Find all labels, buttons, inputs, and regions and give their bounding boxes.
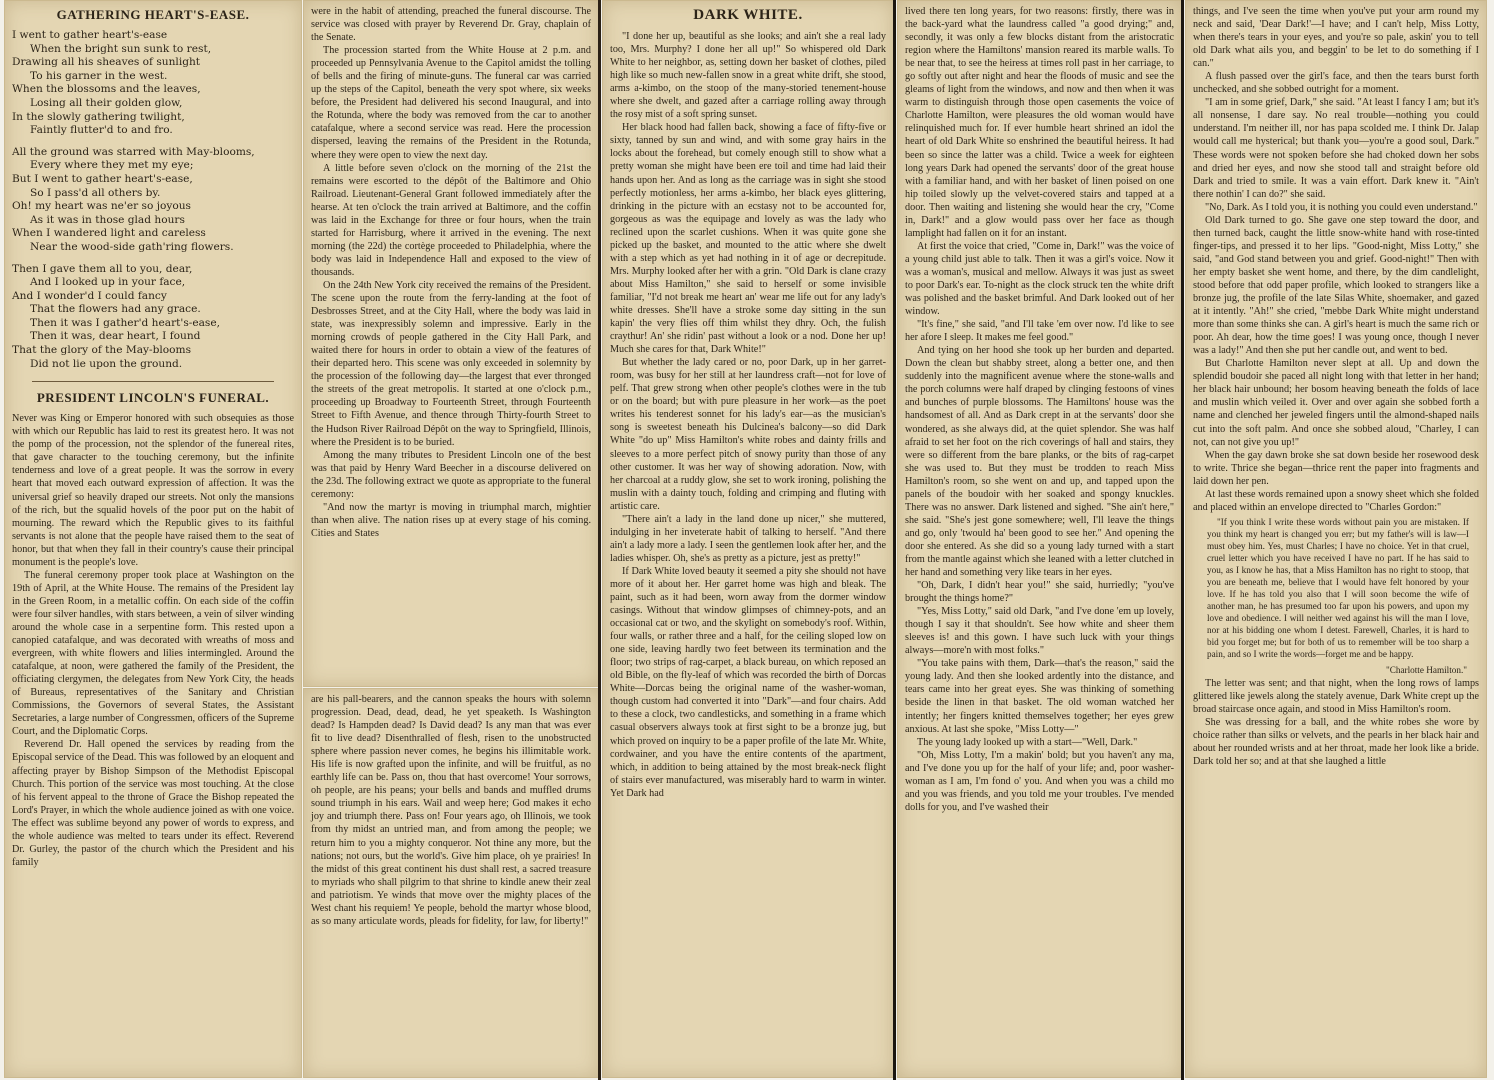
poem-line: Then it was I gather'd heart's-ease, (30, 316, 220, 329)
poem-stanza (12, 146, 294, 255)
column-gap (893, 0, 896, 1080)
poem-title: GATHERING HEART'S-EASE. (56, 7, 250, 22)
paragraph: On the 24th New York city received the remains of the President. The scene upon the route from the ferry-landing at the foot of Desbrosses Street, and at the City Hall, where the body was laid in state, was inexpressibly solemn and impressive. Early in the morning crowds of people gathered in the City Hall Park, and waited there for hours in order to obtain a view of the features of their departed hero. This scene was only exceeded in solemnity by the procession of the following day—the largest that ever thronged the streets of the great metropolis. It started at one o'clock p.m., proceeding up Broadway to Fourteenth Street, through Fourteenth Street to Fifth Avenue, and thence through Thirty-fourth Street to the Hudson River Railroad Dépôt on the way to Springfield, Illinois, where the President is to be buried. (311, 279, 591, 448)
story-title: DARK WHITE. (693, 7, 803, 23)
paragraph: The procession started from the White House at 2 p.m. and proceeded up Pennsylvania Avenue to the Capitol amidst the tolling of bells and the firing of minute-guns. The funeral car was carried up the steps of the Capitol, beneath the very spot where, six weeks before, the President had delivered his second Inaugural, and into the Rotunda, where the body was removed from the car to another catafalque, where a second service was read. Here the procession dispersed, leaving the remains of the President in the Rotunda, where they were open to view the next day. (311, 45, 591, 161)
paragraph: The funeral ceremony proper took place at Washington on the 19th of April, at the White House. The remains of the President lay in the Green Room, in a metallic coffin. On each side of the coffin were four silver handles, with stars between, a vein of silver winding around the whole case in a serpentine form. This rested upon a canopied catafalque, and was decorated with wreaths of moss and evergreen, with white flowers and lilies intermingled. Around the catafalque, at noon, were gathered the family of the President, the officiating clergymen, the delegates from New York City, the heads of Bureaus, representatives of the Sanitary and Christian Commissions, the Governors of several States, the Assistant Secretaries, a large number of Congressmen, officers of the Supreme Court, and the Diplomatic Corps. (12, 569, 294, 738)
article-title-funeral: PRESIDENT LINCOLN'S FUNERAL. (36, 390, 270, 406)
paragraph: Old Dark turned to go. She gave one step toward the door, and then turned back, caught the little snow-white hand with rose-tinted finger-tips, and pressed it to her lips. "Good-night, Miss Lotty," she said, "and God stand between you and grief. Good-night!" Then with her empty basket she went home, and there, by the dim candlelight, stood before that odd paper profile, which looked to strangers like a bronze jug, the profile of the late Silas White, shoemaker, and gazed at it intently. "Ah!" she cried, "mebbe Dark White might understand more than some thinks she can. A girl's heart is much the same rich or poor. Ah dear, how the time goes! I was young once, though I never was a lady!" And then she put her candle out, and went to bed. (1193, 214, 1479, 357)
column-4-clipping (897, 0, 1182, 1078)
paragraph: And tying on her hood she took up her burden and departed. Down the clean but shabby street, along a better one, and then suddenly into the magnificent avenue where the stone-walls and the porch columns were half draped by clinging festoons of vines and bunches of purple blossoms. The Hamiltons' house was the handsomest of all. And as Dark crept in at the servants' door she wondered, as she always did, at the quiet splendor. She was half afraid to set her foot on the rich coverings of hall and stairs, they were so different from the bare planks, or the bits of rag-carpet she was used to. But they must be trodden to reach Miss Hamilton's room, so she went on and up, and tapped upon the panels of the boudoir with her soaked and spongy knuckles. There was no answer. Dark listened and sighed. "She ain't here," she said. "She's jest gone somewhere; well, I'll leave the things and go, only 'twould ha' been good to see her." And opening the door she entered. As she did so a young lady turned with a start from the mantle against which she leaned with a letter clutched in her hand and something very like tears in her eyes. (905, 345, 1174, 579)
column-gap (598, 0, 601, 1080)
paragraph: "Oh, Dark, I didn't hear you!" she said, hurriedly; "you've brought the things home?" (905, 580, 1174, 605)
poem-line: But I went to gather heart's-ease, (12, 172, 193, 185)
poem-line: As it was in those glad hours (30, 213, 185, 226)
poem-line: Then I gave them all to you, dear, (12, 262, 193, 275)
poem-line: Losing all their golden glow, (30, 96, 183, 109)
letter-signature: "Charlotte Hamilton." (1386, 664, 1467, 675)
poem-line: Did not lie upon the ground. (30, 357, 183, 370)
paragraph: Among the many tributes to President Lincoln one of the best was that paid by Henry Ward Beecher in a discourse delivered on the 23d. The following extract we quote as appropriate to the funeral ceremony: (311, 449, 591, 500)
paragraph: are his pall-bearers, and the cannon speaks the hours with solemn progression. Dead, dead, dead, he yet speaketh. Is Washington dead? Is Hampden dead? Is David dead? Is any man that was ever fit to live dead? Disenthralled of flesh, risen to the unobstructed sphere where passion never comes, he begins his illimitable work. His life is now grafted upon the infinite, and will be fruitful, as no earthly life can be. Pass on, thou that hast overcome! Your sorrows, oh people, are his peans; your bells and bands and muffled drums sound triumph in his ears. Wail and weep here; God makes it echo joy and triumph there. Pass on! Four years ago, oh Illinois, we took from thy midst an untried man, and from among the people; we return him to you a mighty conqueror. Not thine any more, but the nations; not ours, but the world's. Give him place, oh ye prairies! In the midst of this great continent his dust shall rest, a sacred treasure to myriads who shall pilgrim to that shrine to kindle anew their zeal and patriotism. Ye winds that move over the mighty places of the West chant his requiem! Ye people, behold the martyr whose blood, as so many articulate words, pleads for fidelity, for law, for liberty!" (311, 694, 591, 927)
paragraph: When the gay dawn broke she sat down beside her rosewood desk to write. Thrice she began—thrice rent the paper into fragments and laid down her pen. (1193, 449, 1479, 487)
letter-paragraph: "If you think I write these words without pain you are mistaken. If you think my heart is changed you err; but my father's will is law—I must obey him. Yes, must Charles; I have no choice. Yet in that cruel, cruel letter which you have received I have no part. If he has said to you, as I know he has, that a Miss Hamilton has no right to stoop, that you are beneath me, believe that I would have felt honored by your love. If he has told you also that I will soon become the wife of another man, he has presumed too far upon his powers, and upon my love and obedience. I will neither wed against his will the man I love, nor at his bidding one whom I detest. Farewell, Charles, it is hard to bid you forget me; but for both of us to remember will be too sharp a pain, and so I write the words—forget me and be happy. (1207, 516, 1469, 659)
paragraph: At first the voice that cried, "Come in, Dark!" was the voice of a young child just able to talk. Then it was a girl's voice. Now it was a woman's, musical and mellow. Always it was just as sweet to poor Dark's ear. To-night as the clock struck ten the white drift was polished and the basket brimful. And Dark looked out of her window. (905, 240, 1174, 318)
paragraph: A flush passed over the girl's face, and then the tears burst forth unchecked, and she sobbed outright for a moment. (1193, 71, 1479, 96)
funeral-article-body (12, 412, 294, 869)
paragraph: "I am in some grief, Dark," she said. "At least I fancy I am; but it's all nonsense, I dare say. No real trouble—nothing you could understand. I'm neither ill, nor has papa scolded me. I think Dr. Jalap would call me hysterical; but thank you—you're a good soul, Dark." These words were not spoken before she had choked down her sobs and dried her eyes, and now she stood tall and straight before old Dark and tried to smile. It was a vain effort. Dark knew it. "Ain't there nothin' I can do?" she said. (1193, 97, 1479, 200)
paragraph: "And now the martyr is moving in triumphal march, mightier than when alive. The nation rises up at every stage of his coming. Cities and States (311, 501, 591, 539)
paragraph: If Dark White loved beauty it seemed a pity she should not have more of it about her. Her garret home was high and bleak. The paint, such as it had been, worn away from the dormer window casings. Without that window glimpses of chimney-pots, and an occasional cat or two, and the skylight on somebody's roof. Within, four walls, or rather three and a half, for the ceiling sloped low on one side, leaving hardly two feet between its termination and the floor; two strips of rag-carpet, a black bureau, on which reposed an old Bible, on the fly-leaf of which was recorded the birth of Dorcas White—Dorcas being the original name of the washer-woman, though custom had converted it into "Dark"—and four chairs. Add to these a clock, two candlesticks, and something in a frame which casual observers always took at first sight to be a bronze jug, but which proved on inquiry to be a paper profile of the late Mr. White, cordwainer, and you have the entire contents of the apartment, which, in addition to being attained by the most break-neck flight of stairs ever manufactured, was miserably hard to warm in winter. Yet Dark had (610, 565, 886, 799)
column-1-clipping (4, 0, 302, 1078)
beecher-quote-body (304, 689, 598, 932)
paragraph: Her black hood had fallen back, showing a face of fifty-five or sixty, tanned by sun and wind, and with some gray hairs in the locks about the forehead, but comely enough still to show what a pretty woman she might have been ere toil and time had laid their hands upon her. And as long as the carriage was in sight she stood perfectly motionless, her arms a-kimbo, her black eyes glittering, drinking in the picture with an ecstasy not to be accounted for, gorgeous as was the equipage and lovely as was the lady who reclined upon the scarlet cushions. When it was quite gone she picked up the basket, and mounted to the attic where she dwelt with a step which as yet had nothing in it of age or decrepitude. Mrs. Murphy looked after her with a grin. "Old Dark is clane crazy about Miss Hamilton," she said to herself or some invisible familiar, "I'd not break me heart an' wear me life out for any lady's white dresses. She'll have a stroke some day sitting in the sun kapin' the very flies off thim whilst they dhry. Och, the fulish craythur! An' she ridin' past without a look or a nod. Done her up! Much she cares for that, Dark White!" (610, 122, 886, 356)
poem-stanza (12, 29, 294, 138)
paragraph: At last these words remained upon a snowy sheet which she folded and placed within an envelope directed to "Charles Gordon:" (1193, 488, 1479, 513)
poem-stanza (12, 263, 294, 372)
paragraph: "You take pains with them, Dark—that's the reason," said the young lady. And then she looked ardently into the distance, and tears came into her great eyes. She was thinking of something beside the linen in that basket. The old woman watched her intently; her fingers knitted themselves together; her eyes grew anxious. At last she spoke, "Miss Lotty—" (905, 658, 1174, 735)
column-2-top-clipping (303, 0, 599, 687)
paragraph: "There ain't a lady in the land done up nicer," she muttered, indulging in her inveterate habit of talking to herself. "And there ain't a lady more a lady. I seen the gentlemen look after her, and the ladies whisper. Oh, she's as pretty as a picture, jest as pretty!" (610, 513, 886, 564)
paragraph: She was dressing for a ball, and the white robes she wore by choice rather than silks or velvets, and the pearls in her black hair and about her rounded wrists and at her throat, made her look like a bride. Dark told her so; and at that she laughed a little (1193, 717, 1479, 768)
poem-line: In the slowly gathering twilight, (12, 110, 185, 123)
poem-line: I went to gather heart's-ease (12, 29, 168, 41)
paragraph: Never was King or Emperor honored with such obsequies as those with which our Republic has laid to rest its greatest hero. It was not the pomp of the procession, not the splendor of the funereal rites, that gave character to the touching ceremony, but the infinite tenderness and love of a great people. It was the sorrow in every heart that moved each outward expression of affection. It was the universal grief so heavily draped our streets. Not only the mansions of the rich, but the squalid hovels of the poor put on the habit of mourning. The reward which the Republic gives to its faithful servants is not alone that the people have raised them to the seat of honor, but that when they fall in their country's cause their principal monument is the people's love. (12, 413, 294, 568)
paragraph: The letter was sent; and that night, when the long rows of lamps glittered like jewels along the stately avenue, Dark White crept up the broad staircase once again, and stood in Miss Hamilton's room. (1193, 677, 1479, 715)
story-body-part-3 (1186, 1, 1486, 772)
poem-line: Drawing all his sheaves of sunlight (12, 56, 201, 69)
letter-text (1207, 516, 1469, 660)
poem-line: That the flowers had any grace. (30, 303, 201, 316)
paragraph: But whether the lady cared or no, poor Dark, up in her garret-room, was busy for her still at her laundress craft—not for love of pelf. That grew strong when other people's clothes were in the tub or on the board; but with pure pleasure in her work—as the poet writes his tenderest sonnet for his lady's ear—as the musician's song is sweetest beneath his Dulcinea's balcony—so did Dark White "do up" Miss Hamilton's white robes and dainty frills and sleeves to a more perfect pitch of snowy purity than those of any other customer. It was her way of showing adoration. Now, with her charcoal at a ruddy glow, she set to work ironing, polishing the muslin with a dainty touch, folding and crimping and fluting with artistic care. (610, 357, 886, 512)
paragraph: Reverend Dr. Hall opened the services by reading from the Episcopal service of the Dead. This was followed by an eloquent and affecting prayer by Bishop Simpson of the Methodist Episcopal Church. This portion of the service was most touching. At the close of his fervent appeal to the throne of Grace the Bishop repeated the Lord's Prayer, in which the whole audience joined as with one voice. The effect was sublime beyond any power of words to express, and the whole audience was melted to tears under its effect. Reverend Dr. Gurley, the pastor of the church which the President and his family (12, 739, 294, 868)
column-3-clipping (602, 0, 894, 1078)
column-gap (1181, 0, 1184, 1080)
poem-line: When I wandered light and careless (12, 227, 206, 240)
poem-line: Every where they met my eye; (30, 159, 194, 172)
paragraph: "Yes, Miss Lotty," said old Dark, "and I've done 'em up lovely, though I say it that shouldn't. See how white and sheer them sleeves is! and this gown. I have such luck with your things always—more'n with most folks." (905, 606, 1174, 657)
paragraph: A little before seven o'clock on the morning of the 21st the remains were escorted to the dépôt of the Baltimore and Ohio Railroad. Lieutenant-General Grant followed immediately after the hearse. At ten o'clock the train arrived at Baltimore, and the coffin was laid in the Exchange for three or four hours, when the train started for Harrisburg, where it arrived in the evening. The next morning (the 22d) the cortège proceeded to Philadelphia, where the body was laid in Independence Hall and exposed to the view of thousands. (311, 162, 591, 278)
poem-line: So I pass'd all others by. (30, 186, 161, 199)
divider (32, 381, 274, 382)
paragraph: "It's fine," she said, "and I'll take 'em over now. I'd like to see her afore I sleep. It makes me feel good." (905, 319, 1174, 344)
paragraph: "Oh, Miss Lotty, I'm a makin' bold; but you haven't any ma, and I've done you up for the half of your life; and, poor washer-woman as I am, I'm fond o' you. And when you was a child mo and you was friends, and you told me your troubles. I've mended dolls for you, and I've washed their (905, 749, 1174, 813)
poem-line: All the ground was starred with May-blooms, (12, 145, 255, 158)
poem-line: And I looked up in your face, (30, 276, 186, 289)
poem-line: Faintly flutter'd to and fro. (30, 124, 173, 137)
story-body-part-2 (898, 1, 1181, 818)
poem-line: Near the wood-side gath'ring flowers. (30, 240, 234, 253)
funeral-continued-body (304, 1, 598, 544)
paragraph: were in the habit of attending, preached the funeral discourse. The service was closed with prayer by Reverend Dr. Gray, chaplain of the Senate. (311, 6, 591, 44)
column-5-clipping (1185, 0, 1487, 1078)
poem-line: When the bright sun sunk to rest, (30, 42, 212, 55)
paragraph: But Charlotte Hamilton never slept at all. Up and down the splendid boudoir she paced all night long with that letter in her hand; her black hair unbound; her bosom heaving beneath the folds of lace and muslin which veiled it. Over and over again she sobbed forth a name and clenched her jeweled fingers until the almond-shaped nails cut into the soft palm. And once she sobbed aloud, "Charley, I can not, can not give you up!" (1193, 358, 1479, 448)
poem-line: Oh! my heart was ne'er so joyous (12, 200, 191, 213)
paragraph: "I done her up, beautiful as she looks; and ain't she a real lady too, Mrs. Murphy? I done her all up!" So whispered old Dark White to her neighbor, as, setting down her basket of clothes, piled high like so much new-fallen snow in a great white drift, she stood, arms a-kimbo, on the stoop of the many-storied tenement-house where she dwelt, and gazed after a carriage rolling away through the rosy mist of a soft spring sunset. (610, 31, 886, 121)
poem-line: Then it was, dear heart, I found (30, 330, 201, 343)
poem-line: That the glory of the May-blooms (12, 344, 192, 357)
story-body-part-1 (610, 30, 886, 800)
paragraph: things, and I've seen the time when you've put your arm round my neck and said, 'Dear Dark!'—I have; and I can't help, Miss Lotty, when there's tears in your eyes, and you're so pale, askin' you to tell old Dark what ails you, and beggin' to be let to do something if I can." (1193, 6, 1479, 70)
paragraph: The young lady looked up with a start—"Well, Dark." (917, 736, 1138, 748)
poem-body (12, 29, 294, 371)
paragraph: "No, Dark. As I told you, it is nothing you could even understand." (1205, 201, 1478, 213)
poem-line: To his garner in the west. (30, 69, 168, 82)
poem-line: When the blossoms and the leaves, (12, 83, 201, 96)
poem-line: And I wonder'd I could fancy (12, 289, 167, 302)
paragraph: lived there ten long years, for two reasons: firstly, there was in the back-yard what the laundress called "a good drying;" and, secondly, it was only a few blocks distant from the aristocratic region where the Hamiltons' mansion reared its marble walls. To be near that, to see the heiress at times roll past in her carriage, to go softly out after night and hear the floods of music and see the gleams of light from the windows, and now and then when it was warm to distinguish through those open casements the voice of Charlotte Hamilton, were pleasures the old woman would have relinquished much for. If ever humble heart shrined an idol the heart of old Dark White so enshrined the beautiful heiress. It had been so since the latter was a child. Twice a week for eighteen long years Dark had opened the servants' door of the great house with a familiar hand, and with her basket of linen poised on one hip toiled slowly up the velvet-covered stairs and tapped at a door. Then waiting and listening she would hear the cry, "Come in, Dark!" and a glow would pass over her face as though lamplight had fallen on it for an instant. (905, 6, 1174, 239)
column-2-bottom-clipping (303, 688, 599, 1078)
